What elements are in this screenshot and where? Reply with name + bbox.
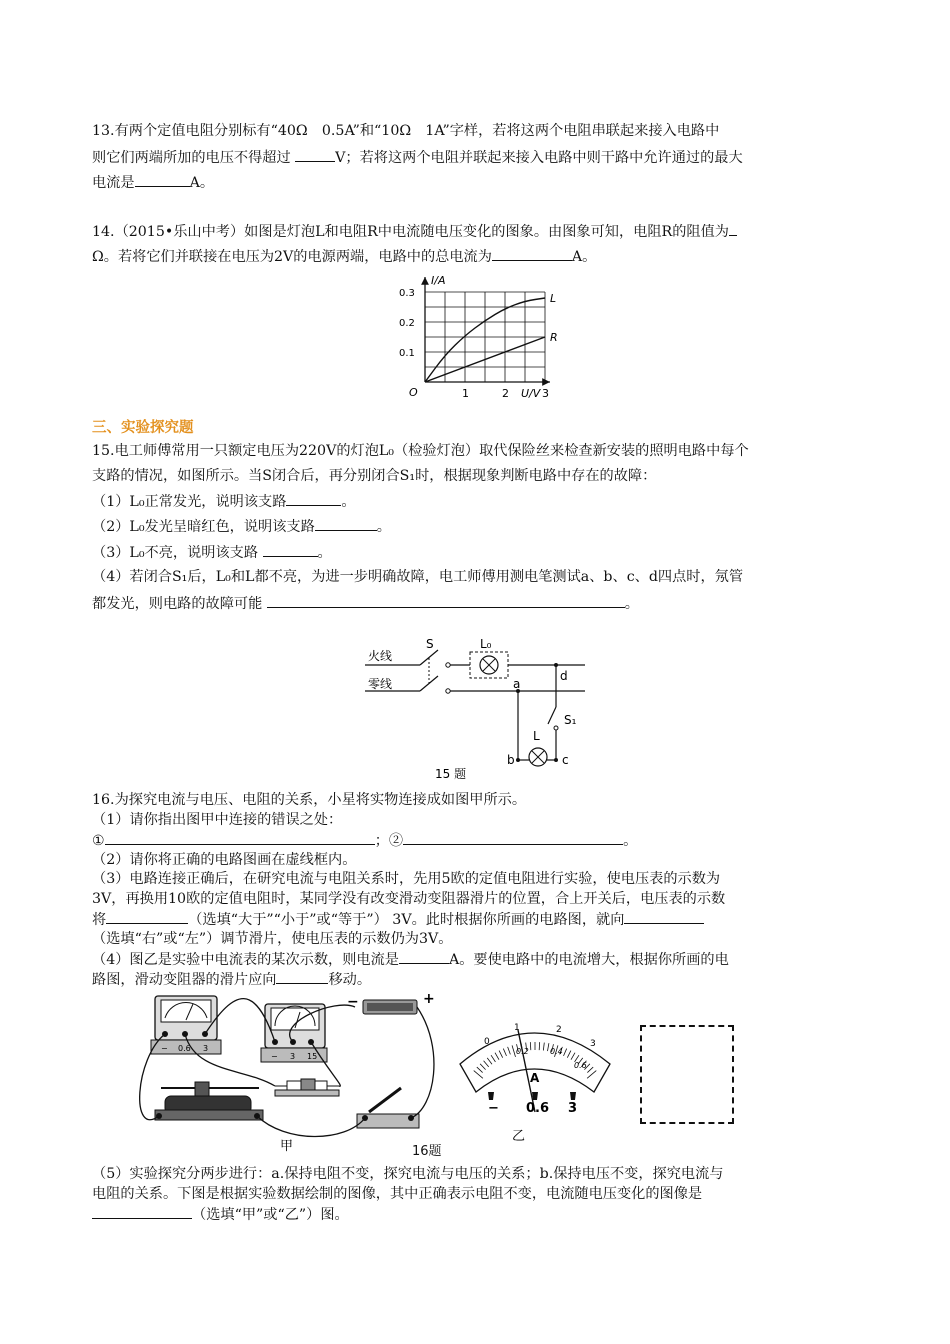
circuit-drawing-box[interactable] [640,1025,734,1124]
answer-blank[interactable] [315,516,377,531]
rheostat-icon [155,1082,263,1120]
q13-line2: 则它们两端所加的电压不得超过 V；若将这两个电阻并联起来接入电路中则干路中允许通过的最大 [92,147,743,168]
q13-line3: 电流是 A。 [92,172,214,193]
battery-icon [347,991,435,1014]
answer-blank[interactable] [492,246,572,261]
y-axis-label: I/A [431,274,446,287]
q16-part3-line4: （选填“右”或“左”）调节滑片，使电压表的示数仍为3V。 [92,931,453,947]
iu-graph [395,272,565,404]
voltmeter-icon [261,1004,327,1062]
series-label-R: R [550,331,558,344]
q15-part1: （1）L₀正常发光，说明该支路 。 [92,491,356,512]
point-d-label: d [560,669,568,683]
svg-text:0: 0 [484,1037,490,1047]
y-tick-label: 0.2 [399,318,415,329]
figure-yi-label: 乙 [512,1129,526,1144]
ammeter-dial-figure [452,1012,622,1144]
svg-text:0.6: 0.6 [178,1044,191,1053]
svg-text:0.6: 0.6 [526,1101,550,1116]
answer-blank[interactable] [135,172,190,187]
lamp-l0-label: L₀ [480,637,492,651]
q15-part2: （2）L₀发光呈暗红色，说明该支路 。 [92,516,391,537]
origin-label: O [409,386,418,399]
q13-line1: 13.有两个定值电阻分别标有“40Ω 0.5A”和“10Ω 1A”字样，若将这两个电阻串联起来接入电路中 [92,123,720,139]
q15-part4-line1: （4）若闭合S₁后，L₀和L都不亮，为进一步明确故障，电工师傅用测电笔测试a、b、c、d四点时，氖管 [92,569,744,585]
point-b-label: b [507,753,515,767]
figure-caption: 15 题 [435,767,467,781]
answer-blank[interactable] [403,830,623,845]
q16-line1: 16.为探究电流与电压、电阻的关系，小星将实物连接成如图甲所示。 [92,792,527,808]
y-tick-label: 0.1 [399,348,415,359]
q16-part3-line1: （3）电路连接正确后，在研究电流与电阻关系时，先用5欧的定值电阻进行实验，使电压表的示数为 [92,871,721,887]
point-a-label: a [513,677,521,691]
svg-text:3: 3 [568,1101,578,1116]
knife-switch-icon [357,1088,419,1128]
point-c-label: c [562,753,569,767]
chart-grid [425,292,545,382]
answer-blank[interactable] [399,949,449,964]
svg-text:−: − [347,994,359,1010]
figure-caption-16: 16题 [412,1144,442,1159]
section-title: 三、实验探究题 [92,420,194,436]
answer-blank[interactable] [286,491,341,506]
q16-part4-line2: 路图，滑动变阻器的滑片应向 移动。 [92,969,371,990]
q16-part3-line3: 将 （选填“大于”“小于”或“等于”） 3V。此时根据你所画的电路图，就向 [92,909,704,930]
q16-part2: （2）请你将正确的电路图画在虚线框内。 [92,852,357,868]
answer-blank[interactable] [624,909,704,924]
q15-line1: 15.电工师傅常用一只额定电压为220V的灯泡L₀（检验灯泡）取代保险丝来检查新安装的照明电路中每个 [92,443,749,459]
answer-blank[interactable] [267,593,625,608]
neutral-wire-label: 零线 [368,677,393,691]
svg-text:0.6: 0.6 [574,1061,587,1070]
q14-line2: Ω。若将它们并联接在电压为2V的电源两端，电路中的总电流为 A。 [92,246,596,267]
live-wire-label: 火线 [368,649,393,663]
q16-part4-line1: （4）图乙是实验中电流表的某次示数，则电流是 A。要使电路中的电流增大，根据你所画的电 [92,949,729,970]
svg-text:3: 3 [590,1039,596,1049]
physical-circuit-figure [125,978,455,1158]
figure-jia-label: 甲 [280,1139,294,1154]
ammeter-unit: A [530,1071,540,1085]
resistor-icon [275,1079,339,1096]
answer-blank[interactable] [263,542,318,557]
svg-text:−: − [488,1101,499,1116]
y-tick-label: 0.3 [399,288,415,299]
lamp-l-label: L [533,729,540,743]
svg-text:−: − [161,1044,168,1053]
svg-text:0.4: 0.4 [550,1047,563,1056]
svg-text:1: 1 [514,1023,520,1033]
switch-s-label: S [426,637,434,651]
q16-part5-line3: （选填“甲”或“乙”）图。 [92,1204,349,1225]
circuit-diagram-15 [360,632,600,782]
x-tick-label: 1 [462,387,469,400]
x-tick-label: 2 [502,387,509,400]
q16-part1-answers: ① ；② 。 [92,830,637,851]
q16-part5-line2: 电阻的关系。下图是根据实验数据绘制的图像，其中正确表示电阻不变，电流随电压变化的图像是 [92,1186,703,1202]
answer-blank[interactable] [92,1204,192,1219]
svg-text:2: 2 [556,1025,562,1035]
x-tick-label: 3 [542,387,549,400]
q16-part3-line2: 3V，再换用10欧的定值电阻时，某同学没有改变滑动变阻器滑片的位置，合上开关后，电压表的示数 [92,891,726,907]
answer-blank[interactable] [106,909,188,924]
svg-text:3: 3 [203,1044,209,1053]
svg-text:15: 15 [307,1052,318,1061]
q15-line2: 支路的情况，如图所示。当S闭合后，再分别闭合S₁时，根据现象判断电路中存在的故障： [92,468,657,484]
svg-text:−: − [271,1052,278,1061]
q16-part1: （1）请你指出图甲中连接的错误之处： [92,812,343,828]
answer-blank[interactable] [729,221,737,236]
series-label-L: L [550,292,557,305]
answer-blank[interactable] [105,830,375,845]
x-axis-label: U/V [521,387,541,400]
svg-text:+: + [423,991,435,1007]
q15-part4-line2: 都发光，则电路的故障可能 。 [92,593,639,614]
switch-s1-label: S₁ [564,713,577,727]
q14-line1: 14.（2015•乐山中考）如图是灯泡L和电阻R中电流随电压变化的图象。由图象可知，电阻R的阻值为 [92,221,737,242]
svg-text:0.2: 0.2 [516,1047,529,1056]
svg-text:3: 3 [290,1052,296,1061]
answer-blank[interactable] [295,147,335,162]
q15-part3: （3）L₀不亮，说明该支路 。 [92,542,332,563]
q16-part5-line1: （5）实验探究分两步进行：a.保持电阻不变，探究电流与电压的关系；b.保持电压不变，探究电流与 [92,1166,724,1182]
